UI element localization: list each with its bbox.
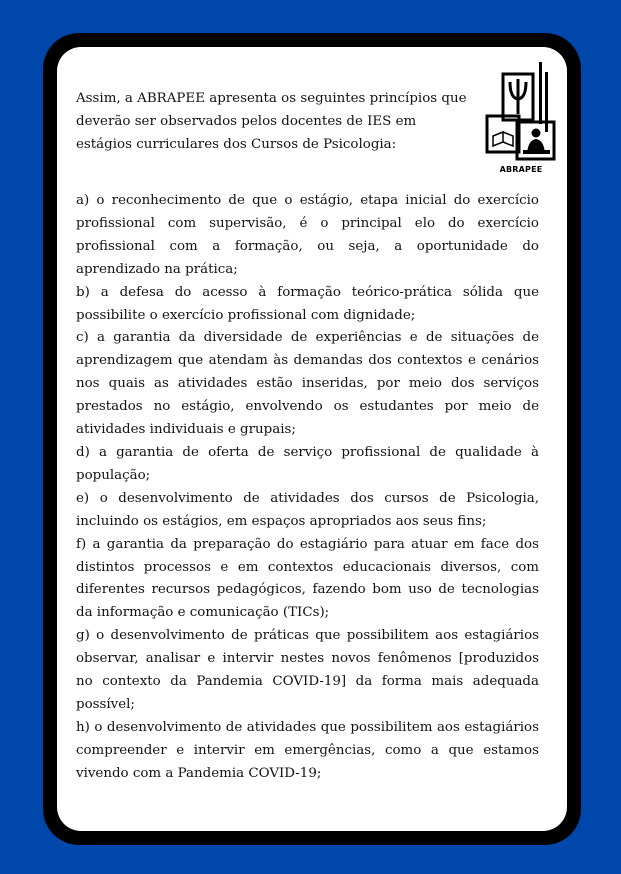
principle-f: f) a garantia da preparação do estagiário para atuar em face dos distintos processos e em contextos educacionais diversos, com diferentes recursos pedagógicos, fazendo bom uso de tecnologias da informação e comunicação (TICs);	[76, 536, 539, 621]
abrapee-logo-icon	[484, 62, 558, 178]
principle-a: a) o reconhecimento de que o estágio, etapa inicial do exercício profissional com supervisão, é o principal elo do exercício profissional com a formação, ou seja, a oportunidade do aprendizado na prática;	[76, 193, 539, 277]
principle-g: g) o desenvolvimento de práticas que possibilitem aos estagiários observar, analisar e intervir nestes novos fenômenos [produzidos no contexto da Pandemia COVID-19] da forma mais adequada possível;	[76, 628, 539, 712]
principle-h: h) o desenvolvimento de atividades que possibilitem aos estagiários compreender e intervir em emergências, como a que estamos vivendo com a Pandemia COVID-19;	[76, 719, 539, 781]
principle-c: c) a garantia da diversidade de experiências e de situações de aprendizagem que atendam às demandas dos contextos e cenários nos quais as atividades estão inseridas, por meio dos serviços prestados no estágio, envolvendo os estudantes por meio de atividades individuais e grupais;	[76, 330, 539, 438]
principle-e: e) o desenvolvimento de atividades dos cursos de Psicologia, incluindo os estágios, em espaços apropriados aos seus fins;	[76, 490, 539, 529]
principle-b: b) a defesa do acesso à formação teórico-prática sólida que possibilite o exercício profissional com dignidade;	[76, 284, 539, 323]
logo-label: ABRAPEE	[499, 165, 543, 174]
principles-list	[76, 190, 539, 786]
principle-d: d) a garantia de oferta de serviço profissional de qualidade à população;	[76, 444, 539, 483]
intro-paragraph: Assim, a ABRAPEE apresenta os seguintes princípios que deverão ser observados pelos docentes de IES em estágios curriculares dos Cursos de Psicologia:	[76, 91, 467, 152]
